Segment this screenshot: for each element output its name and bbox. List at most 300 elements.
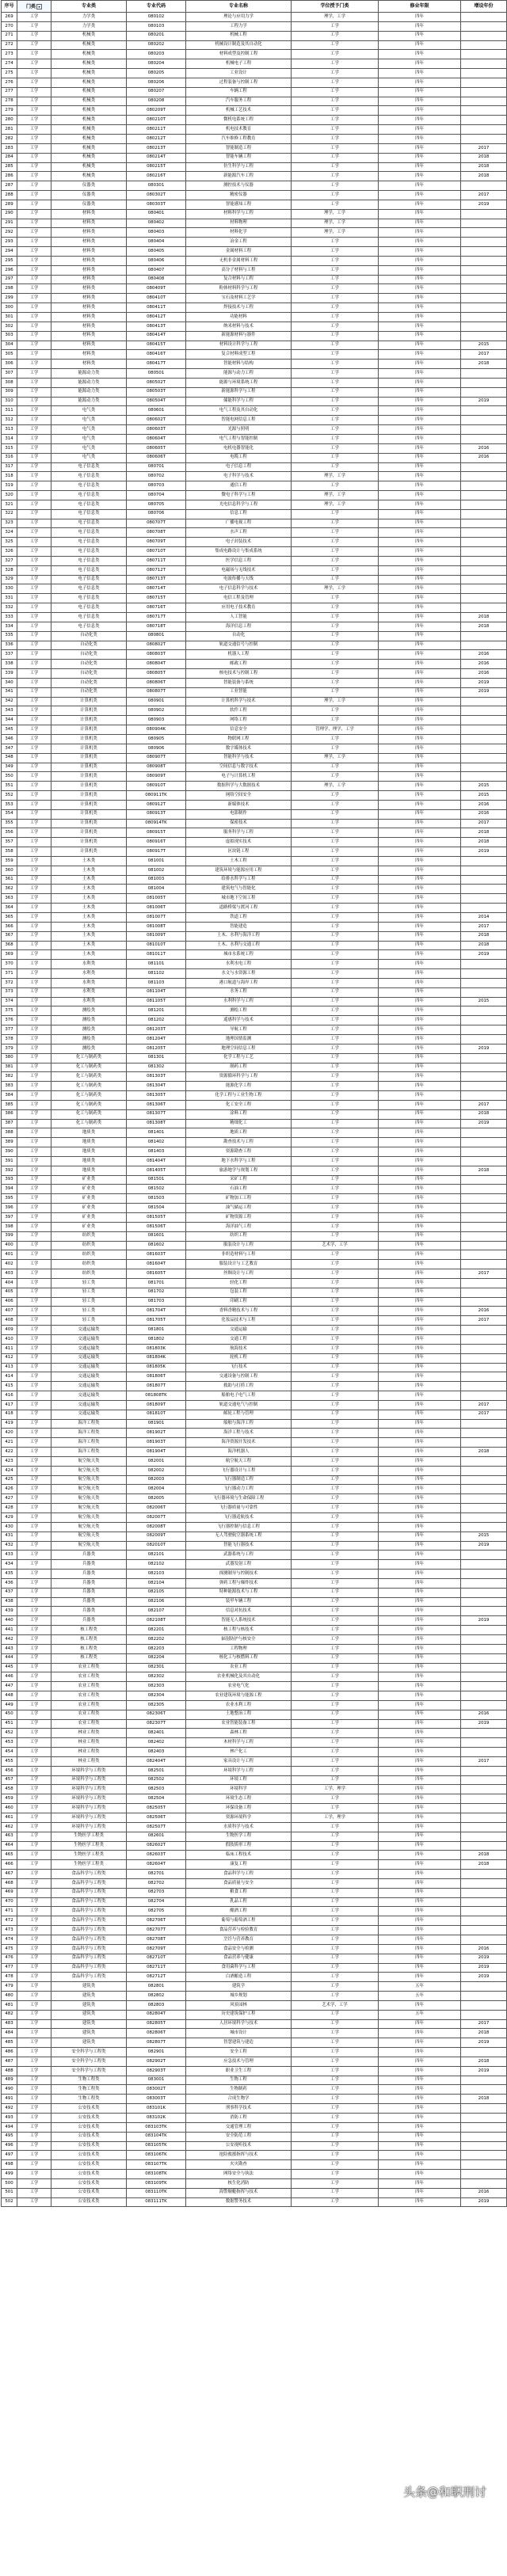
cell-years: 四年	[379, 1841, 461, 1851]
cell-seq: 468	[2, 1878, 17, 1888]
cell-code: 080103	[127, 21, 186, 31]
cell-added	[461, 1419, 507, 1429]
cell-added	[461, 1006, 507, 1016]
cell-code: 082006T	[127, 1504, 186, 1513]
table-row	[2, 1626, 507, 1635]
cell-code: 080205	[127, 69, 186, 78]
cell-code: 081004	[127, 885, 186, 894]
cell-seq: 325	[2, 538, 17, 547]
cell-category: 工学	[17, 265, 51, 275]
cell-class: 材料类	[51, 238, 127, 247]
cell-name: 环境工程	[186, 1775, 292, 1785]
cell-seq: 320	[2, 491, 17, 500]
cell-degree: 工学	[292, 2141, 379, 2151]
cell-category: 工学	[17, 1326, 51, 1335]
cell-name: 水声工程	[186, 528, 292, 538]
cell-seq: 278	[2, 97, 17, 106]
cell-class: 纺织类	[51, 1260, 127, 1269]
cell-category: 工学	[17, 462, 51, 472]
cell-category: 工学	[17, 716, 51, 725]
cell-seq: 374	[2, 997, 17, 1006]
table-row	[2, 87, 507, 97]
cell-category: 工学	[17, 1269, 51, 1279]
cell-name: 服装设计与工艺教育	[186, 1260, 292, 1269]
filter-dropdown-icon[interactable]: ▾	[36, 4, 42, 10]
cell-category: 工学	[17, 13, 51, 22]
cell-code: 080211T	[127, 125, 186, 135]
cell-name: 弹药工程与爆炸技术	[186, 1578, 292, 1588]
table-row	[2, 1222, 507, 1231]
cell-category: 工学	[17, 791, 51, 801]
cell-seq: 283	[2, 143, 17, 153]
cell-seq: 452	[2, 1729, 17, 1738]
cell-years: 四年	[379, 2019, 461, 2029]
cell-added	[461, 1372, 507, 1382]
cell-seq: 396	[2, 1204, 17, 1213]
cell-code: 082901	[127, 2048, 186, 2057]
cell-added	[461, 1185, 507, 1194]
cell-name: 电子科学与技术	[186, 472, 292, 481]
cell-category: 工学	[17, 641, 51, 650]
cell-years: 四年	[379, 472, 461, 481]
cell-years: 四年	[379, 941, 461, 950]
cell-years: 四年	[379, 162, 461, 172]
cell-years: 四年	[379, 716, 461, 725]
cell-years: 四年	[379, 50, 461, 59]
cell-name: 城市地下空间工程	[186, 894, 292, 904]
cell-class: 机械类	[51, 125, 127, 135]
cell-years: 四年	[379, 1456, 461, 1466]
cell-class: 电气类	[51, 453, 127, 462]
cell-added	[461, 1522, 507, 1532]
cell-code: 081806T	[127, 1372, 186, 1382]
cell-years: 四年	[379, 350, 461, 360]
cell-degree: 工学	[292, 1756, 379, 1766]
cell-name: 工业设计	[186, 69, 292, 78]
cell-seq: 281	[2, 125, 17, 135]
cell-code: 081702	[127, 1288, 186, 1297]
cell-class: 环境科学与工程类	[51, 1822, 127, 1832]
cell-class: 自动化类	[51, 650, 127, 660]
cell-name: 环境生态工程	[186, 1794, 292, 1804]
cell-degree: 工学	[292, 1156, 379, 1166]
table-row	[2, 1907, 507, 1916]
cell-name: 地理国情监测	[186, 1034, 292, 1044]
cell-category: 工学	[17, 2095, 51, 2104]
cell-name: 航空航天工程	[186, 1456, 292, 1466]
cell-years: 四年	[379, 1185, 461, 1194]
cell-category: 工学	[17, 1626, 51, 1635]
cell-name: 电波传播与天线	[186, 575, 292, 584]
cell-category: 工学	[17, 978, 51, 987]
cell-years: 四年	[379, 1091, 461, 1101]
cell-class: 食品科学与工程类	[51, 1935, 127, 1944]
cell-code: 082001	[127, 1456, 186, 1466]
table-row	[2, 106, 507, 116]
cell-seq: 359	[2, 856, 17, 866]
cell-category: 工学	[17, 1982, 51, 1992]
cell-class: 建筑类	[51, 1982, 127, 1992]
cell-name: 材料成型及控制工程	[186, 50, 292, 59]
cell-seq: 346	[2, 734, 17, 744]
cell-category: 工学	[17, 631, 51, 641]
cell-class: 计算机类	[51, 706, 127, 716]
cell-class: 计算机类	[51, 716, 127, 725]
cell-years: 四年	[379, 1147, 461, 1157]
cell-name: 资源环境科学	[186, 1813, 292, 1823]
cell-added	[461, 725, 507, 735]
table-row	[2, 1719, 507, 1729]
cell-class: 电子信息类	[51, 565, 127, 575]
table-row	[2, 1156, 507, 1166]
cell-category: 工学	[17, 509, 51, 519]
table-row	[2, 782, 507, 791]
cell-added	[461, 1916, 507, 1926]
cell-category: 工学	[17, 594, 51, 603]
cell-class: 土木类	[51, 931, 127, 941]
cell-seq: 379	[2, 1044, 17, 1053]
cell-years: 四年	[379, 1494, 461, 1504]
cell-years: 四年	[379, 1063, 461, 1072]
header-code: 专业代码	[127, 1, 186, 13]
cell-years: 四年	[379, 500, 461, 509]
cell-added	[461, 1091, 507, 1101]
cell-category: 工学	[17, 350, 51, 360]
cell-seq: 463	[2, 1832, 17, 1841]
cell-added	[461, 228, 507, 238]
table-row	[2, 1897, 507, 1907]
cell-added	[461, 472, 507, 481]
table-row	[2, 2000, 507, 2010]
cell-category: 工学	[17, 2010, 51, 2019]
table-row	[2, 1288, 507, 1297]
cell-name: 高分子材料与工程	[186, 265, 292, 275]
cell-code: 081102	[127, 969, 186, 979]
cell-code: 080411T	[127, 303, 186, 313]
cell-seq: 418	[2, 1410, 17, 1419]
cell-code: 082004	[127, 1485, 186, 1494]
cell-class: 电子信息类	[51, 509, 127, 519]
cell-years: 四年	[379, 406, 461, 416]
cell-code: 082701	[127, 1870, 186, 1879]
cell-degree: 工学	[292, 960, 379, 969]
cell-seq: 385	[2, 1100, 17, 1109]
cell-name: 地质工程	[186, 1128, 292, 1138]
cell-seq: 474	[2, 1935, 17, 1944]
cell-years: 四年	[379, 1128, 461, 1138]
cell-class: 地质类	[51, 1166, 127, 1175]
cell-degree: 工学	[292, 106, 379, 116]
cell-seq: 312	[2, 416, 17, 425]
cell-added: 2018	[461, 1166, 507, 1175]
cell-category: 工学	[17, 238, 51, 247]
cell-name: 航海技术	[186, 1344, 292, 1353]
cell-code: 082801	[127, 1982, 186, 1992]
cell-years: 四年	[379, 1260, 461, 1269]
table-row	[2, 2066, 507, 2076]
cell-added	[461, 491, 507, 500]
cell-years: 四年	[379, 660, 461, 669]
cell-category: 工学	[17, 1878, 51, 1888]
table-row	[2, 1935, 507, 1944]
table-row	[2, 650, 507, 660]
cell-category: 工学	[17, 1504, 51, 1513]
cell-category: 工学	[17, 1194, 51, 1204]
cell-added: 2017	[461, 1100, 507, 1109]
cell-seq: 347	[2, 744, 17, 753]
cell-years: 四年	[379, 547, 461, 557]
cell-degree: 工学	[292, 369, 379, 379]
cell-seq: 337	[2, 650, 17, 660]
cell-code: 083109TK	[127, 2178, 186, 2188]
cell-added: 2015	[461, 341, 507, 350]
cell-degree: 工学	[292, 669, 379, 679]
cell-name: 水质科学与技术	[186, 1822, 292, 1832]
cell-years: 四年	[379, 31, 461, 40]
cell-years: 四年	[379, 725, 461, 735]
cell-added	[461, 1738, 507, 1748]
cell-seq: 410	[2, 1334, 17, 1344]
table-row	[2, 500, 507, 509]
cell-added: 2019	[461, 1119, 507, 1128]
cell-added	[461, 275, 507, 284]
table-row	[2, 78, 507, 87]
cell-code: 080214T	[127, 153, 186, 162]
cell-seq: 417	[2, 1400, 17, 1410]
cell-code: 080403	[127, 228, 186, 238]
cell-seq: 494	[2, 2122, 17, 2132]
cell-added	[461, 50, 507, 59]
cell-name: 微电子科学与工程	[186, 491, 292, 500]
cell-code: 083108TK	[127, 2170, 186, 2179]
cell-name: 焊接技术与工程	[186, 303, 292, 313]
cell-code: 080207	[127, 87, 186, 97]
cell-category: 工学	[17, 894, 51, 904]
cell-added	[461, 1935, 507, 1944]
cell-code: 080916T	[127, 838, 186, 847]
cell-code: 082708T	[127, 1935, 186, 1944]
cell-class: 材料类	[51, 219, 127, 228]
cell-name: 矿物加工工程	[186, 1194, 292, 1204]
cell-code: 083102K	[127, 2114, 186, 2123]
cell-category: 工学	[17, 622, 51, 631]
cell-category: 工学	[17, 1278, 51, 1288]
table-row	[2, 1297, 507, 1307]
cell-seq: 412	[2, 1353, 17, 1363]
cell-class: 交通运输类	[51, 1326, 127, 1335]
cell-degree: 工学	[292, 1766, 379, 1775]
cell-code: 080203	[127, 50, 186, 59]
cell-seq: 302	[2, 322, 17, 331]
table-row	[2, 1382, 507, 1391]
cell-years: 四年	[379, 1006, 461, 1016]
cell-seq: 299	[2, 294, 17, 303]
cell-category: 工学	[17, 1756, 51, 1766]
cell-class: 土木类	[51, 950, 127, 960]
cell-added	[461, 265, 507, 275]
cell-category: 工学	[17, 1429, 51, 1438]
cell-seq: 304	[2, 341, 17, 350]
cell-code: 081503	[127, 1194, 186, 1204]
table-row	[2, 481, 507, 491]
cell-seq: 457	[2, 1775, 17, 1785]
cell-seq: 297	[2, 275, 17, 284]
cell-code: 080606T	[127, 453, 186, 462]
cell-degree: 工学	[292, 2076, 379, 2085]
cell-code: 080913T	[127, 809, 186, 819]
cell-category: 工学	[17, 1522, 51, 1532]
cell-name: 食用菌科学与工程	[186, 1963, 292, 1973]
cell-category: 工学	[17, 997, 51, 1006]
header-category-label: 门类	[25, 3, 36, 10]
table-row	[2, 322, 507, 331]
cell-class: 材料类	[51, 275, 127, 284]
cell-years: 四年	[379, 1916, 461, 1926]
table-row	[2, 247, 507, 257]
cell-code: 083107TK	[127, 2160, 186, 2170]
cell-degree: 工学	[292, 406, 379, 416]
cell-name: 港口航道与海岸工程	[186, 978, 292, 987]
cell-years: 四年	[379, 2114, 461, 2123]
table-row	[2, 2188, 507, 2197]
table-row	[2, 1344, 507, 1353]
cell-seq: 434	[2, 1560, 17, 1570]
cell-seq: 400	[2, 1241, 17, 1250]
cell-degree: 工学	[292, 2114, 379, 2123]
table-row	[2, 453, 507, 462]
cell-years: 四年	[379, 828, 461, 838]
cell-class: 水利类	[51, 997, 127, 1006]
cell-degree: 工学	[292, 1794, 379, 1804]
cell-class: 航空航天类	[51, 1494, 127, 1504]
cell-degree: 工学	[292, 387, 379, 397]
table-row	[2, 744, 507, 753]
cell-degree: 工学	[292, 978, 379, 987]
cell-code: 080710T	[127, 547, 186, 557]
cell-class: 兵器类	[51, 1578, 127, 1588]
cell-degree: 工学	[292, 904, 379, 913]
cell-added	[461, 378, 507, 387]
cell-added: 2018	[461, 2095, 507, 2104]
cell-degree: 工学	[292, 1878, 379, 1888]
cell-added	[461, 1748, 507, 1757]
cell-added: 2018	[461, 838, 507, 847]
cell-category: 工学	[17, 660, 51, 669]
cell-years: 四年	[379, 1250, 461, 1260]
cell-category: 工学	[17, 1907, 51, 1916]
cell-added	[461, 1175, 507, 1185]
cell-seq: 491	[2, 2095, 17, 2104]
cell-added	[461, 875, 507, 885]
cell-seq: 307	[2, 369, 17, 379]
cell-added	[461, 303, 507, 313]
cell-seq: 449	[2, 1700, 17, 1710]
header-category[interactable]	[17, 1, 51, 13]
cell-code: 080208	[127, 97, 186, 106]
cell-category: 工学	[17, 1344, 51, 1353]
cell-added	[461, 1926, 507, 1935]
cell-category: 工学	[17, 1119, 51, 1128]
cell-category: 工学	[17, 2066, 51, 2076]
cell-years: 四年	[379, 1288, 461, 1297]
cell-class: 电气类	[51, 416, 127, 425]
cell-years: 四年	[379, 1372, 461, 1382]
cell-class: 食品科学与工程类	[51, 1888, 127, 1897]
cell-years: 四年	[379, 1504, 461, 1513]
cell-category: 工学	[17, 369, 51, 379]
cell-class: 电子信息类	[51, 613, 127, 622]
cell-category: 工学	[17, 809, 51, 819]
cell-seq: 409	[2, 1326, 17, 1335]
cell-added: 2019	[461, 1541, 507, 1551]
table-row	[2, 1119, 507, 1128]
cell-name: 通信工程	[186, 481, 292, 491]
cell-degree: 理学，工学	[292, 472, 379, 481]
cell-added	[461, 603, 507, 613]
cell-code: 080501	[127, 369, 186, 379]
cell-class: 海洋工程类	[51, 1448, 127, 1457]
cell-seq: 461	[2, 1813, 17, 1823]
cell-degree: 工学	[292, 1851, 379, 1860]
cell-seq: 294	[2, 247, 17, 257]
cell-code: 080917T	[127, 847, 186, 857]
table-row	[2, 1504, 507, 1513]
cell-years: 四年	[379, 2122, 461, 2132]
cell-category: 工学	[17, 1804, 51, 1813]
cell-class: 电子信息类	[51, 538, 127, 547]
cell-years: 四年	[379, 1448, 461, 1457]
cell-class: 安全科学与工程类	[51, 2066, 127, 2076]
cell-class: 兵器类	[51, 1607, 127, 1616]
cell-category: 工学	[17, 1025, 51, 1035]
table-row	[2, 697, 507, 706]
cell-added	[461, 1456, 507, 1466]
cell-name: 光源与照明	[186, 425, 292, 435]
cell-category: 工学	[17, 1897, 51, 1907]
cell-seq: 321	[2, 500, 17, 509]
cell-seq: 296	[2, 265, 17, 275]
cell-years: 四年	[379, 744, 461, 753]
cell-name: 数字媒体技术	[186, 744, 292, 753]
cell-seq: 404	[2, 1278, 17, 1288]
cell-degree: 工学	[292, 2151, 379, 2160]
cell-degree: 工学	[292, 1260, 379, 1269]
table-row	[2, 472, 507, 481]
table-row	[2, 378, 507, 387]
table-row	[2, 397, 507, 406]
cell-seq: 428	[2, 1504, 17, 1513]
cell-name: 邮轮工程与管理	[186, 1410, 292, 1419]
cell-class: 公安技术类	[51, 2160, 127, 2170]
cell-seq: 433	[2, 1551, 17, 1560]
cell-added	[461, 97, 507, 106]
cell-class: 交通运输类	[51, 1334, 127, 1344]
cell-code: 081011T	[127, 950, 186, 960]
cell-degree: 工学	[292, 622, 379, 631]
cell-seq: 465	[2, 1851, 17, 1860]
cell-seq: 315	[2, 443, 17, 453]
cell-added	[461, 1138, 507, 1147]
cell-class: 材料类	[51, 350, 127, 360]
cell-years: 四年	[379, 1053, 461, 1063]
cell-degree: 工学	[292, 987, 379, 997]
cell-added	[461, 1353, 507, 1363]
cell-added	[461, 1607, 507, 1616]
cell-category: 工学	[17, 116, 51, 125]
cell-class: 航空航天类	[51, 1466, 127, 1475]
cell-category: 工学	[17, 725, 51, 735]
cell-years: 四年	[379, 1222, 461, 1231]
